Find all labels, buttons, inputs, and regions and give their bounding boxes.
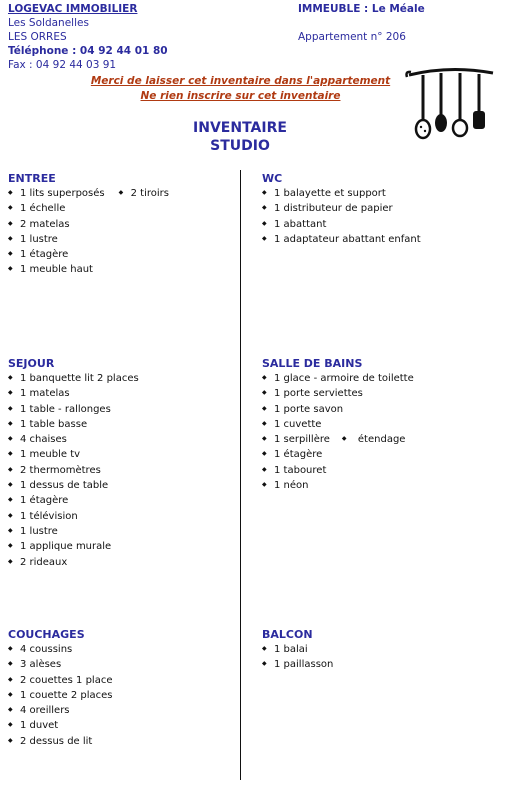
- list-item: ◆ 4 coussins: [8, 642, 112, 657]
- list-item: ◆ 1 banquette lit 2 places: [8, 371, 139, 386]
- list-item: ◆ 2 dessus de lit: [8, 734, 112, 749]
- section-couchages: [8, 628, 112, 749]
- list-item: ◆ 1 paillasson: [262, 657, 333, 672]
- document-subtitle: STUDIO: [210, 138, 270, 154]
- item-list: [262, 371, 414, 493]
- column-divider: [240, 170, 241, 780]
- fax: Fax : 04 92 44 03 91: [8, 59, 117, 71]
- section-title: SEJOUR: [8, 357, 55, 370]
- list-item: ◆ 2 rideaux: [8, 555, 139, 570]
- list-item: ◆ 1 abattant: [262, 217, 421, 232]
- list-item: ◆ 1 porte serviettes: [262, 386, 414, 401]
- list-item: ◆ 1 étagère: [262, 447, 414, 462]
- item-list: [8, 642, 112, 749]
- section-title: BALCON: [262, 628, 313, 641]
- section-title: SALLE DE BAINS: [262, 357, 363, 370]
- section-title: ENTREE: [8, 172, 56, 185]
- list-item: ◆ 1 distributeur de papier: [262, 201, 421, 216]
- address-line-2: LES ORRES: [8, 31, 67, 43]
- list-item: ◆ 1 tabouret: [262, 463, 414, 478]
- list-item: ◆ 1 cuvette: [262, 417, 414, 432]
- agency-info: [8, 2, 168, 72]
- list-item: ◆ 3 alèses: [8, 657, 112, 672]
- section-balcon: [262, 628, 333, 673]
- section-wc: [262, 172, 421, 247]
- item-list: [262, 186, 421, 247]
- note-line-1: Merci de laisser cet inventaire dans l'appartement: [90, 75, 391, 87]
- list-item: ◆ 1 télévision: [8, 509, 139, 524]
- apartment-number: Appartement n° 206: [298, 31, 406, 43]
- list-item: ◆ 1 néon: [262, 478, 414, 493]
- list-item: ◆ 1 échelle: [8, 201, 169, 216]
- item-list: [8, 371, 139, 570]
- company-name: LOGEVAC IMMOBILIER: [8, 3, 138, 15]
- list-item: ◆ 1 étagère: [8, 247, 169, 262]
- list-item: ◆ 1 matelas: [8, 386, 139, 401]
- list-item: ◆ 2 thermomètres: [8, 463, 139, 478]
- list-item: ◆ 1 duvet: [8, 718, 112, 733]
- document-title: INVENTAIRE: [193, 120, 287, 136]
- list-item: ◆ 1 lustre: [8, 232, 169, 247]
- list-item: ◆ 1 étagère: [8, 493, 139, 508]
- address-line-1: Les Soldanelles: [8, 17, 89, 29]
- section-title: COUCHAGES: [8, 628, 85, 641]
- list-item: ◆ 1 balai: [262, 642, 333, 657]
- list-item: ◆ 1 dessus de table: [8, 478, 139, 493]
- note-line-2: Ne rien inscrire sur cet inventaire: [140, 90, 341, 102]
- item-list: [262, 642, 333, 673]
- list-item: ◆ 1 serpillère ◆ étendage: [262, 432, 414, 447]
- list-item: ◆ 1 meuble tv: [8, 447, 139, 462]
- section-entree: [8, 172, 169, 278]
- list-item: ◆ 1 glace - armoire de toilette: [262, 371, 414, 386]
- section-salle-de-bains: [262, 357, 414, 493]
- list-item: ◆ 1 applique murale: [8, 539, 139, 554]
- section-title: WC: [262, 172, 283, 185]
- phone: Téléphone : 04 92 44 01 80: [8, 45, 168, 57]
- list-item: ◆ 1 couette 2 places: [8, 688, 112, 703]
- list-item: ◆ 1 lustre: [8, 524, 139, 539]
- list-item: ◆ 1 meuble haut: [8, 262, 169, 277]
- list-item: ◆ 1 table basse: [8, 417, 139, 432]
- building-info: [298, 2, 425, 44]
- list-item: ◆ 1 porte savon: [262, 402, 414, 417]
- list-item: ◆ 4 chaises: [8, 432, 139, 447]
- list-item: ◆ 1 adaptateur abattant enfant: [262, 232, 421, 247]
- building-name: IMMEUBLE : Le Méale: [298, 3, 425, 15]
- item-list: [8, 186, 169, 278]
- list-item: ◆ 2 couettes 1 place: [8, 673, 112, 688]
- section-sejour: [8, 357, 139, 570]
- list-item: ◆ 1 balayette et support: [262, 186, 421, 201]
- list-item: ◆ 4 oreillers: [8, 703, 112, 718]
- list-item: ◆ 2 matelas: [8, 217, 169, 232]
- list-item: ◆ 1 table - rallonges: [8, 402, 139, 417]
- list-item: ◆ 1 lits superposés ◆ 2 tiroirs: [8, 186, 169, 201]
